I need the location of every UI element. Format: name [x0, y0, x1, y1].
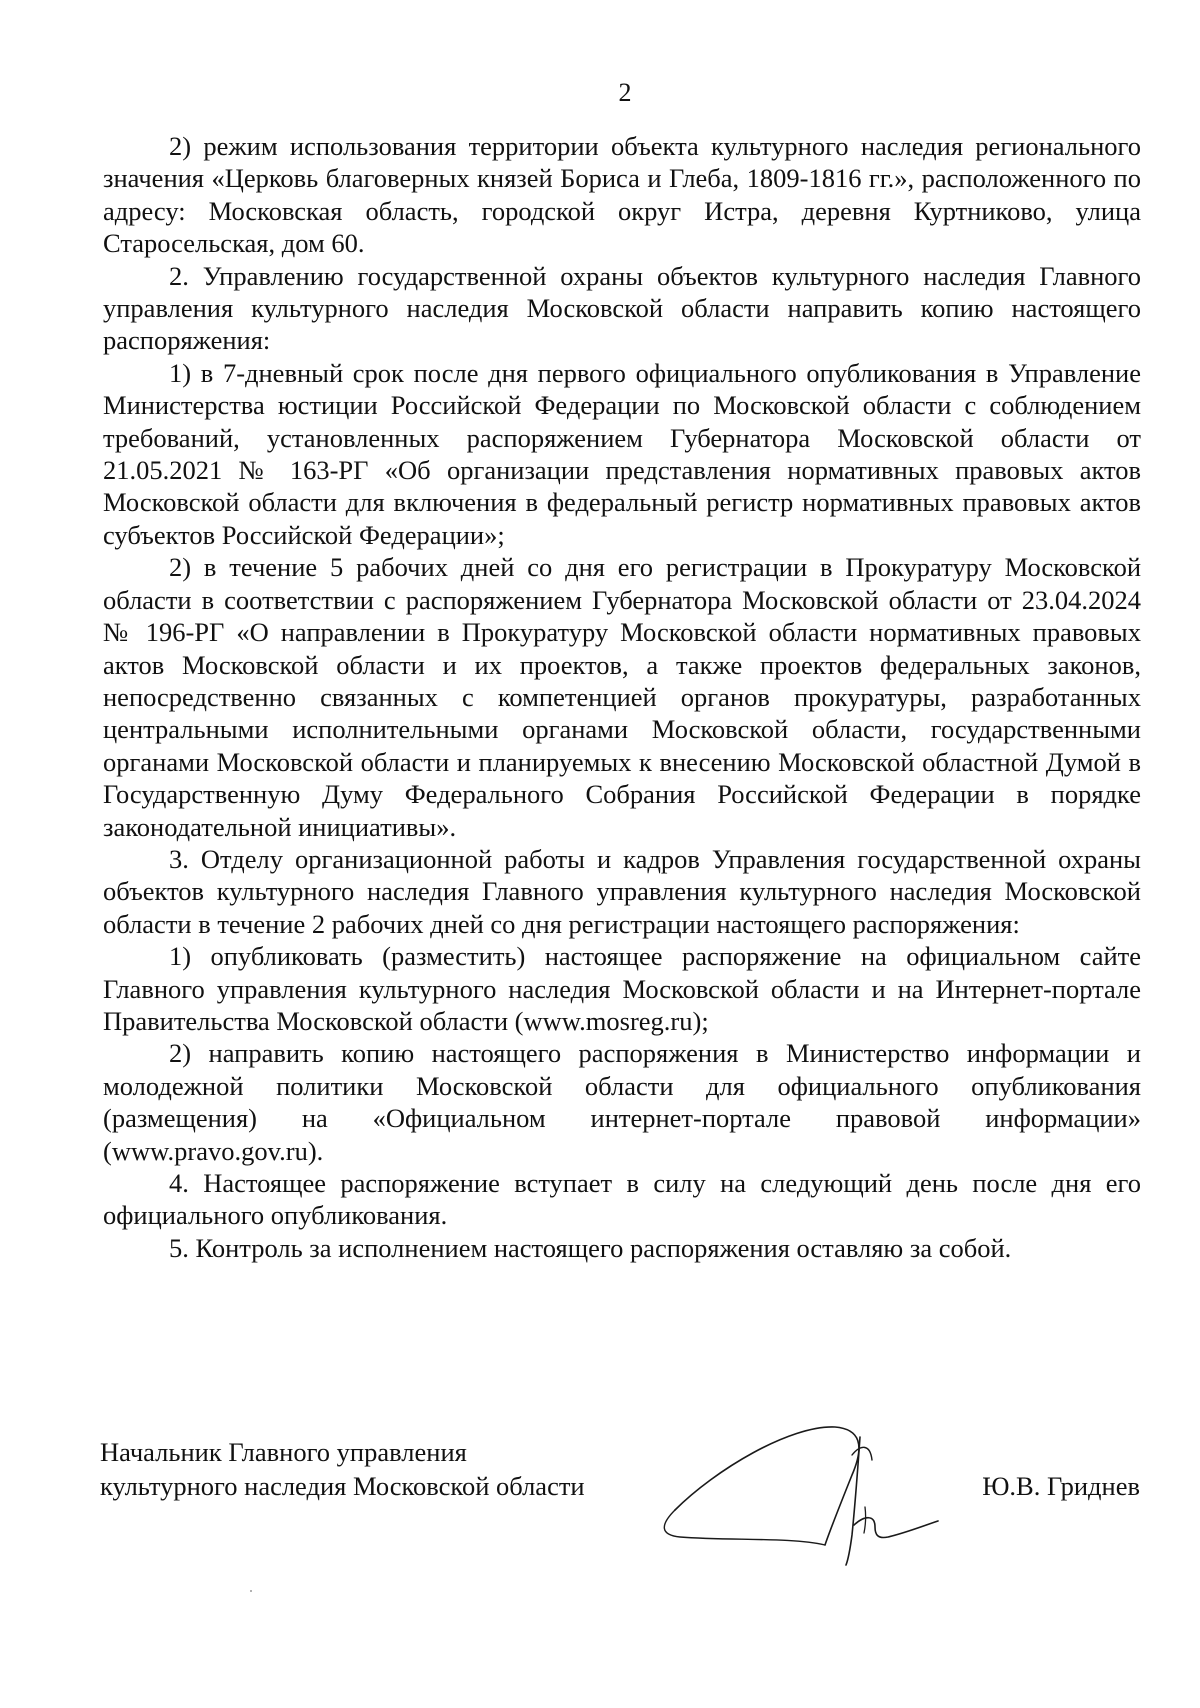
- paragraph-item-2: 2. Управлению государственной охраны объектов культурного наследия Главного управления культурного наследия Московской области направить копию настоящего распоряжения:: [103, 260, 1141, 356]
- paragraph-item-4: 4. Настоящее распоряжение вступает в силу на следующий день после дня его официального опубликования.: [103, 1168, 1141, 1231]
- paragraph-item-2-2: 2) в течение 5 рабочих дней со дня его регистрации в Прокуратуру Московской области в соответствии с распоряжением Губернатора Московской области от 23.04.2024 № 196-РГ «О направлении в Прокуратуру Московской области нормативных правовых актов Московской области и их проектов, а также проектов федеральных законов, непосредственно связанных с компетенцией органов прокуратуры, разработанных центральными исполнительными органами Московской области, государственными органами Московской области и планируемых к внесению Московской областной Думой в Государственную Думу Федерального Собрания Российской Федерации в порядке законодательной инициативы».: [103, 552, 1141, 842]
- paragraph-item-3: 3. Отделу организационной работы и кадров Управления государственной охраны объектов культурного наследия Главного управления культурного наследия Московской области в течение 2 рабочих дней со дня регистрации настоящего распоряжения:: [103, 843, 1141, 939]
- signatory-name: Ю.В. Гриднев: [982, 1471, 1140, 1501]
- paragraph-item-5: 5. Контроль за исполнением настоящего распоряжения оставляю за собой.: [169, 1232, 1012, 1263]
- page-number: 2: [618, 78, 632, 107]
- paragraph-item-2-1: 1) в 7-дневный срок после дня первого официального опубликования в Управление Министерства юстиции Российской Федерации по Московской области с соблюдением требований, установленных распоряжением Губернатора Московской области от 21.05.2021 № 163-РГ «Об организации представления нормативных правовых актов Московской области для включения в федеральный регистр нормативных правовых актов субъектов Российской Федерации»;: [103, 357, 1141, 550]
- document-body: [103, 130, 1141, 1264]
- signature-block: [100, 1435, 1140, 1615]
- handwritten-signature: [620, 1415, 980, 1575]
- paragraph-item-3-2: 2) направить копию настоящего распоряжения в Министерство информации и молодежной политики Московской области для официального опубликования (размещения) на «Официальном интернет-портале правовой информации» (www.pravo.gov.ru).: [103, 1038, 1141, 1166]
- scan-speck: [250, 1590, 252, 1592]
- signatory-title-line-1: Начальник Главного управления: [100, 1437, 467, 1467]
- paragraph-item-3-1: 1) опубликовать (разместить) настоящее распоряжение на официальном сайте Главного управления культурного наследия Московской области и на Интернет-портале Правительства Московской области (www.mosreg.ru);: [103, 941, 1141, 1036]
- paragraph-regime: 2) режим использования территории объекта культурного наследия регионального значения «Церковь благоверных князей Бориса и Глеба, 1809-1816 гг.», расположенного по адресу: Московская область, городской округ Истра, деревня Куртниково, улица Старосельская, дом 60.: [103, 131, 1141, 259]
- signatory-title: [100, 1435, 660, 1503]
- signatory-title-line-2: культурного наследия Московской области: [100, 1471, 585, 1501]
